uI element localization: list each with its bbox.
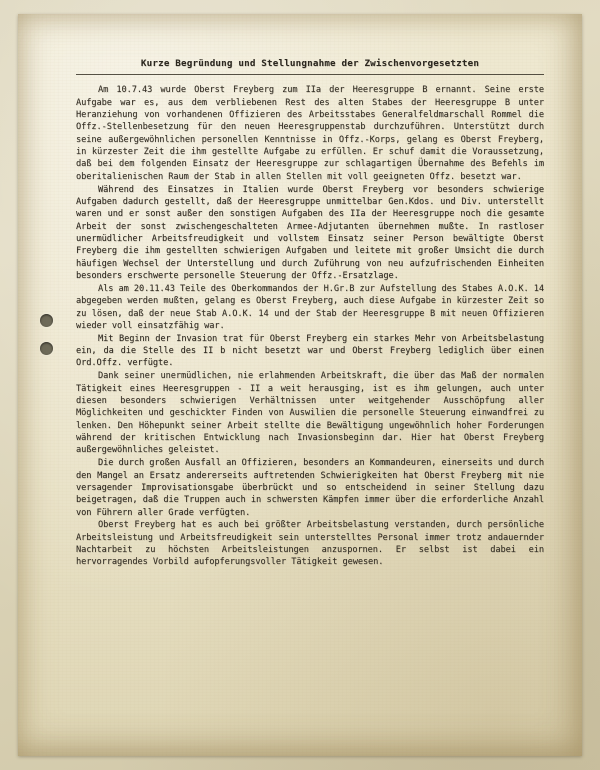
punch-hole-icon: [40, 314, 53, 327]
paragraph: Dank seiner unermüdlichen, nie erlahmenden Arbeitskraft, die über das Maß der normalen Tätigkeit eines Heeresgruppen - II a weit herausging, ist es ihm gelungen, auch unter diesen besonders schwierigen Verhältnissen unter weitgehender Ausschöpfung aller Möglichkeiten und geschickter Finden von Auswilien die personelle Steuerung einwandfrei zu lenken. Den Höhepunkt seiner Arbeit stellte die Bewältigung ungewöhnlich hoher Forderungen während der kritischen Entwicklung nach Invasionsbeginn dar. Hier hat Oberst Freyberg außergewöhnliches geleistet.: [76, 371, 544, 456]
paragraph: Die durch großen Ausfall an Offizieren, besonders an Kommandeuren, einerseits und durch den Mangel an Ersatz andererseits auftretenden Schwierigkeiten hat Oberst Freyberg mit nie versagender Improvisationsgabe überbrückt und so entscheidend in seiner Stellung dazu beigetragen, daß die Truppen auch in schwersten Kämpfen immer über die erforderliche Anzahl von Führern aller Grade verfügten.: [76, 458, 544, 518]
paragraph: Während des Einsatzes in Italien wurde Oberst Freyberg vor besonders schwierige Aufgaben dadurch gestellt, daß der Heeresgruppe unmittelbar Gen.Kdos. und Div. unterstellt waren und er sonst außer den sonstigen Aufgaben des IIa der Heeresgruppe noch die gesamte Arbeit der sonst zwischengeschalteten Armee-Adjutanten übernehmen mußte. In rastloser unermüdlicher Arbeitsfreudigkeit und vollstem Einsatz seiner Person bewältigte Oberst Freyberg die ihm gestellten schwierigen Aufgaben und leitete mit großer Umsicht die durch häufigen Wechsel der Unterstellung und durch Zuführung von neu aufzufrischenden Einheiten besonders erschwerte personelle Steuerung der Offz.-Ersatzlage.: [76, 184, 544, 281]
punch-hole-icon: [40, 342, 53, 355]
paper-sheet: [18, 14, 582, 756]
paragraph: Mit Beginn der Invasion trat für Oberst Freyberg ein starkes Mehr von Arbeitsbelastung ein, da die Stelle des II b nicht besetzt war und Oberst Freyberg lediglich über einen Ord.Offz. verfügte.: [76, 333, 544, 369]
paragraph: Am 10.7.43 wurde Oberst Freyberg zum IIa der Heeresgruppe B ernannt. Seine erste Aufgabe war es, aus dem verbliebenen Rest des alten Stabes der Heeresgruppe B unter Heranziehung von vorhandenen Offizieren des Arbeitsstabes Generalfeldmarschall Rommel die Offz.-Stellenbesetzung für den neuen Heeresgruppenstab durchzuführen. Unterstützt durch seine außergewöhnlichen personellen Kenntnisse in Offz.-Korps, gelang es Oberst Freyberg, in kürzester Zeit die ihm gestellte Aufgabe zu erfüllen. Er schuf damit die Voraussetzung, daß bei dem folgenden Einsatz der Heeresgruppe zur schlagartigen Übernahme des Befehls im oberitalienischen Raum der Stab in allen Stellen mit voll geeigneten Offz. besetzt war.: [76, 85, 544, 182]
title-underline: [76, 74, 544, 75]
paragraph: Oberst Freyberg hat es auch bei größter Arbeitsbelastung verstanden, durch persönliche Arbeitsleistung und Arbeitsfreudigkeit sein unterstelltes Personal immer trotz andauernder Nachtarbeit zu höchsten Arbeitsleistungen anzuspornen. Er selbst ist dabei ein hervorragendes Vorbild aufopferungsvoller Tätigkeit gewesen.: [76, 520, 544, 568]
paragraph: Als am 20.11.43 Teile des Oberkommandos der H.Gr.B zur Aufstellung des Stabes A.O.K. 14 abgegeben werden mußten, gelang es Oberst Freyberg, auch diese Aufgabe in kürzester Zeit so zu lösen, daß der neue Stab A.O.K. 14 und der Stab der Heeresgruppe B mit neuen Offizieren wieder voll einsatzfähig war.: [76, 283, 544, 331]
typewritten-text-block: [76, 58, 544, 569]
page-title: Kurze Begründung und Stellungnahme der Zwischenvorgesetzten: [140, 58, 480, 69]
